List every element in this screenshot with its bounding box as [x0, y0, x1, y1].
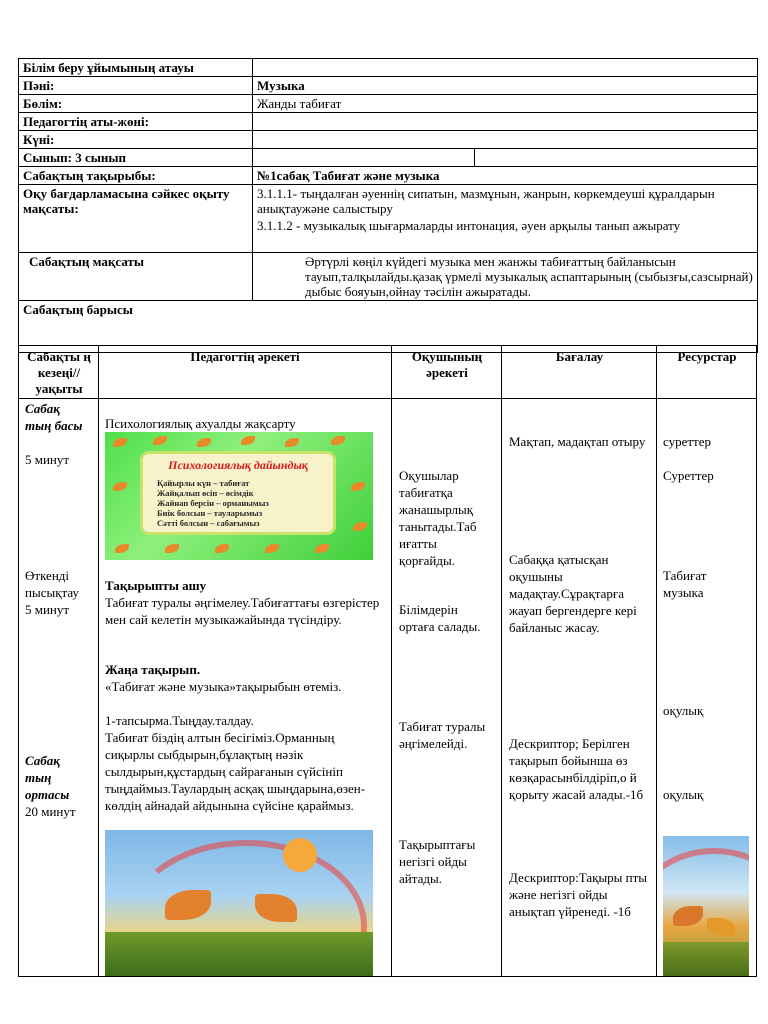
student-activity-3: Табиғат туралы әңгімелейді. — [399, 719, 486, 751]
org-label: Білім беру ұйымының атауы — [19, 59, 253, 77]
psych-line: Жайнап берсін – орманымыз — [157, 498, 269, 508]
date-label: Күні: — [19, 131, 253, 149]
resource-1: суреттер — [663, 434, 712, 449]
class-cell-3 — [475, 149, 758, 167]
subject-value: Музыка — [253, 77, 758, 95]
col-header-assess: Бағалау — [555, 349, 604, 364]
psych-prep-card — [143, 454, 333, 532]
lesson-table — [18, 345, 757, 977]
goals-value — [253, 185, 758, 253]
stage-3-time: 20 минут — [25, 804, 76, 819]
stage-1-name: Сабақ тың басы — [25, 401, 83, 433]
psych-line: Сәтті болсын – сабағымыз — [157, 518, 260, 528]
col-divider — [98, 346, 99, 976]
stage-2-time: 5 минут — [25, 602, 70, 617]
teacher-label: Педагогтің аты-жөні: — [19, 113, 253, 131]
psych-heading: Психологиялық ахуалды жақсарту — [105, 416, 296, 431]
col-header-resources: Ресурстар — [677, 349, 737, 364]
class-label: Сынып: 3 сынып — [19, 149, 253, 167]
class-cell-2 — [253, 149, 475, 167]
open-topic-text: Табиғат туралы әңгімелеу.Табиғаттағы өзгерістер мен сай келетін музыкажайында түсіндіру. — [105, 595, 380, 627]
col-header-student: Оқушының әрекеті — [411, 349, 483, 380]
new-topic-heading: Жаңа тақырып. — [105, 662, 201, 677]
date-value — [253, 131, 758, 149]
topic-value: №1сабақ Табиғат және музыка — [253, 167, 758, 185]
assess-3: Дескриптор; Берілген тақырып бойынша өз көзқарасынбілдіріп,о й қорыту жасай алады.-1б — [509, 736, 644, 802]
stage-2-name: Өткенді пысықтау — [25, 568, 79, 600]
goal-1: 3.1.1.1- тыңдалған әуеннің сипатын, мазмұнын, жанрын, көркемдеуші құралдарын анықтаужәне салыстыру — [257, 186, 715, 216]
assess-1: Мақтап, мадақтап отыру — [509, 434, 646, 449]
psych-line: Жайқалып өсіп – өсімдік — [157, 488, 254, 498]
section-label: Бөлім: — [19, 95, 253, 113]
student-activity-1: Оқушылар табиғатқа жанашырлық танытады.Таб иғатты қорғайды. — [399, 468, 477, 568]
subject-label: Пәні: — [19, 77, 253, 95]
resource-4: оқулық — [663, 703, 704, 718]
textbook-image — [663, 836, 749, 976]
psych-prep-title: Психологиялық дайындық — [168, 458, 308, 472]
stage-1-time: 5 минут — [25, 452, 70, 467]
aim-label: Сабақтың мақсаты — [19, 253, 253, 301]
col-divider — [391, 346, 392, 976]
col-header-stage: Сабақты ң кезеңі// уақыты — [27, 349, 91, 396]
psych-prep-lines — [157, 478, 269, 528]
student-activity-4: Тақырыптағы негізгі ойды айтады. — [399, 837, 476, 886]
new-topic-text-1: «Табиғат және музыка»тақырыбын өтеміз. — [105, 679, 342, 694]
assess-4: Дескриптор:Тақыры пты және негізгі ойды анықтап үйренеді. -1б — [509, 870, 648, 919]
assess-2: Сабаққа қатысқан оқушыны мадақтау.Сұрақтарға жауап бергендерге кері байланыс жасау. — [509, 552, 637, 635]
new-topic-text-3: Табиғат біздің алтын бесігіміз.Орманның сиқырлы сыбдырын,бұлақтың нәзік сылдырын,құстардың сайрағанын сүйсініп тыңдаймыз.Таулардың асқақ шыңдарына,өзен-көлдің айнадай айдынына сүйсіне қараймыз. — [105, 730, 366, 813]
section-value: Жанды табиғат — [253, 95, 758, 113]
nature-image — [105, 830, 373, 976]
org-value — [253, 59, 758, 77]
topic-label: Сабақтың тақырыбы: — [19, 167, 253, 185]
resource-2: Суреттер — [663, 468, 714, 483]
stage-3-name: Сабақ тың ортасы — [25, 753, 70, 802]
col-divider — [656, 346, 657, 976]
goal-2: 3.1.1.2 - музыкалық шығармаларды интонация, әуен арқылы танып ажырату — [257, 218, 681, 233]
resource-5: оқулық — [663, 787, 704, 802]
psych-line: Биік болсын – тауларымыз — [157, 508, 263, 518]
student-activity-2: Білімдерін ортаға салады. — [399, 602, 481, 634]
col-divider — [501, 346, 502, 976]
psych-prep-image — [105, 432, 373, 560]
aim-value: Әртүрлі көңіл күйдегі музыка мен жанжы табиғаттың байланысын тауып,талқылайды.қазақ үрмелі музыкалық аспаптарының (сыбызғы,сазсырнай) дыбыс бояуын,ойнау тәсілін ажыратады. — [253, 253, 758, 301]
progress-label: Сабақтың барысы — [19, 301, 758, 353]
col-header-teacher: Педагогтің әрекеті — [190, 349, 300, 364]
open-topic-heading: Тақырыпты ашу — [105, 578, 207, 593]
psych-line: Қайырлы күн – табиғат — [157, 478, 250, 488]
resource-3: Табиғат музыка — [663, 568, 707, 600]
new-topic-task: 1-тапсырма.Тыңдау.талдау. — [105, 713, 254, 728]
header-divider — [19, 398, 756, 399]
teacher-value — [253, 113, 758, 131]
goals-label: Оқу бағдарламасына сәйкес оқыту мақсаты: — [19, 185, 253, 253]
header-table — [18, 58, 757, 353]
